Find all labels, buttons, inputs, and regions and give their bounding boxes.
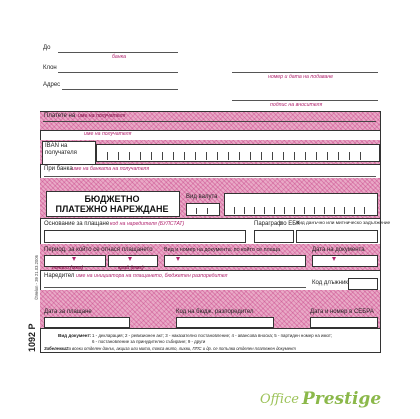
debtor-input[interactable] [348,278,378,290]
doc-label: Вид и номер на документа, по който се плаща [164,247,281,253]
payee-field[interactable] [43,121,376,129]
branch-hint: номер и дата на подаване [268,74,334,80]
iban-label: IBAN на получателя [45,143,77,156]
payer-field-line[interactable] [44,287,306,288]
bank-field-line[interactable] [44,176,376,177]
start-hint: начало (ммг) [52,265,84,271]
payee-label: Платете на [44,113,76,119]
branch-number-line[interactable] [232,72,378,73]
paragraph-input[interactable] [254,230,294,243]
paragraph-label: Параграф [254,221,283,227]
payer-label: Наредител [44,273,75,279]
payee-hint-2: име на получателя [84,131,132,137]
disposer-input[interactable] [176,317,274,328]
signature-hint: подпис на вносителя [270,102,323,108]
payment-date-input[interactable] [44,317,130,328]
bank-hint: банка [112,54,126,60]
period-label: Период, за който се отнася плащането [44,247,153,253]
basis-hint: код на наредителя (БУЛСТАТ) [110,221,185,227]
doc-types-line1: 1 - декларация; 2 - ревизионен акт; 3 - наказателно постановление; 4 - авансова вноска; 5 - партиден номер на имот; [92,333,333,338]
end-hint: край (ммг) [118,265,144,271]
ebk-label: по ЕБК [280,221,300,227]
payee-hint: име на получателя [78,113,126,119]
currency-label: Вид валута [186,194,218,200]
bank-label: При банка [44,166,73,172]
note-text: За всеки отделен данък, акциза или мита, такса мито, лихви, ППС и др. се попълва отделен платежен документ [66,346,296,351]
payer-hint: име на инициатора на плащането, бюджетен разпоредител [76,273,228,279]
doc-date-label: Дата на документа [312,247,365,253]
form-title-line2: ПЛАТЕЖНО НАРЕЖДАНЕ [55,204,169,214]
address-label: Адрес [43,82,61,88]
do-line[interactable] [58,52,178,53]
debtor-label: Код длъжник [312,280,348,286]
sebra-label: Дата и номер в СЕБРА [310,309,374,315]
basis-label: Основание за плащане [44,221,110,227]
watermark-prestige: Prestige [302,389,382,409]
klon-label: Клон [43,65,57,71]
note-title: Забележка: [44,346,68,351]
signature-line[interactable] [232,100,378,101]
watermark-logo [260,388,410,412]
period-end-marker-icon [128,257,132,261]
side-form-code: 1092 Р [27,323,37,352]
form-right-border [380,112,381,352]
doc-input[interactable] [164,255,306,267]
iban-ticks [96,152,378,160]
watermark-office: Office [260,392,299,407]
form-bottom-border [40,352,381,353]
sebra-input[interactable] [310,317,378,328]
doc-date-input[interactable] [312,255,378,267]
bank-name-hint: име на банката на получателя [72,166,150,172]
duty-label: Вид данъчно или митническо задължение [296,221,391,226]
do-label: До [43,45,51,51]
doc-types-title: Вид документ: [58,333,92,338]
basis-input[interactable] [44,230,246,243]
disposer-label: Код на бюдж. разпоредител [176,309,254,315]
doc-types-line2: 6 - постановление за принудително събиране; 9 - други [92,339,206,344]
side-small-text: ©Melon - 39 21.03.2006 [34,255,39,300]
klon-line[interactable] [58,72,178,73]
address-line[interactable] [62,89,178,90]
duty-input[interactable] [296,230,378,243]
doc-marker-icon [176,257,180,261]
payment-date-label: Дата за плащане [44,309,92,315]
doc-date-marker-icon [332,257,336,261]
form-title-line1: БЮДЖЕТНО [84,194,140,204]
period-start-marker-icon [72,257,76,261]
amount-ticks [224,207,376,214]
currency-ticks [186,208,218,214]
